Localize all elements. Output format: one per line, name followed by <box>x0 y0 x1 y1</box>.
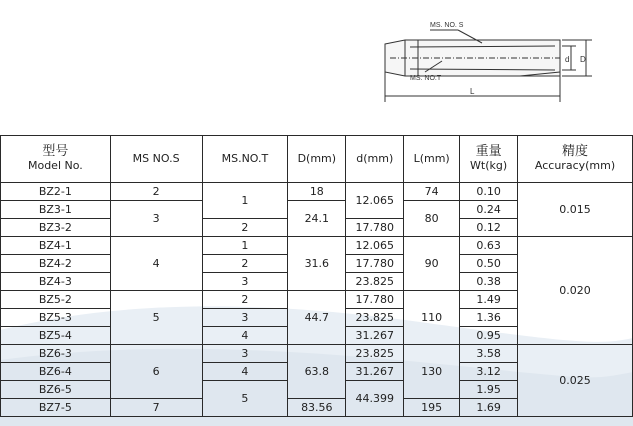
d-cell: 12.065 <box>346 237 404 255</box>
D-cell: 31.6 <box>288 237 346 291</box>
D-cell: 63.8 <box>288 345 346 399</box>
d-cell: 17.780 <box>346 219 404 237</box>
d-cell: 44.399 <box>346 381 404 417</box>
ms-t-cell: 2 <box>202 291 288 309</box>
L-cell: 90 <box>404 237 460 291</box>
table-row <box>1 345 633 363</box>
header-accuracy-cn: 精度 <box>562 144 589 159</box>
model-cell: BZ4-2 <box>1 255 111 273</box>
model-cell: BZ5-2 <box>1 291 111 309</box>
label-ms-no-s: MS. NO. S <box>430 22 464 29</box>
model-cell: BZ4-1 <box>1 237 111 255</box>
weight-cell: 0.50 <box>460 255 518 273</box>
accuracy-cell: 0.025 <box>518 345 633 417</box>
header-L: L(mm) <box>404 136 460 183</box>
header-d: d(mm) <box>346 136 404 183</box>
L-cell: 195 <box>404 399 460 417</box>
header-weight-en: Wt(kg) <box>470 159 508 172</box>
dim-L-label: L <box>470 87 475 96</box>
D-cell: 24.1 <box>288 201 346 237</box>
d-cell: 23.825 <box>346 273 404 291</box>
ms-t-cell: 4 <box>202 327 288 345</box>
weight-cell: 0.95 <box>460 327 518 345</box>
header-accuracy-en: Accuracy(mm) <box>534 159 616 172</box>
dim-D-label: D <box>580 55 586 64</box>
ms-t-cell: 4 <box>202 363 288 381</box>
table-row <box>1 237 633 255</box>
ms-t-cell: 1 <box>202 237 288 255</box>
model-cell: BZ6-5 <box>1 381 111 399</box>
ms-t-cell: 3 <box>202 309 288 327</box>
D-cell: 44.7 <box>288 291 346 345</box>
weight-cell: 0.63 <box>460 237 518 255</box>
header-model <box>1 136 111 183</box>
model-cell: BZ6-4 <box>1 363 111 381</box>
header-row <box>1 136 633 183</box>
header-weight-cn: 重量 <box>475 144 502 159</box>
d-cell: 23.825 <box>346 309 404 327</box>
L-cell: 80 <box>404 201 460 237</box>
model-cell: BZ3-1 <box>1 201 111 219</box>
D-cell: 18 <box>288 183 346 201</box>
d-cell: 31.267 <box>346 363 404 381</box>
model-cell: BZ3-2 <box>1 219 111 237</box>
spec-table <box>0 135 633 417</box>
D-cell: 83.56 <box>288 399 346 417</box>
model-cell: BZ5-4 <box>1 327 111 345</box>
table-row <box>1 183 633 201</box>
L-cell: 130 <box>404 345 460 399</box>
taper-sleeve-drawing <box>370 10 600 110</box>
accuracy-cell: 0.015 <box>518 183 633 237</box>
weight-cell: 3.12 <box>460 363 518 381</box>
weight-cell: 0.10 <box>460 183 518 201</box>
ms-t-cell: 1 <box>202 183 288 219</box>
model-cell: BZ6-3 <box>1 345 111 363</box>
header-model-cn: 型号 <box>42 144 69 159</box>
dim-d-label: d <box>565 55 570 64</box>
weight-cell: 1.36 <box>460 309 518 327</box>
weight-cell: 3.58 <box>460 345 518 363</box>
d-cell: 12.065 <box>346 183 404 219</box>
header-ms-t: MS.NO.T <box>202 136 288 183</box>
accuracy-cell: 0.020 <box>518 237 633 345</box>
ms-s-cell: 4 <box>110 237 202 291</box>
d-cell: 31.267 <box>346 327 404 345</box>
weight-cell: 1.95 <box>460 381 518 399</box>
label-ms-no-t: MS. NO.T <box>410 75 442 82</box>
ms-t-cell: 2 <box>202 219 288 237</box>
weight-cell: 0.24 <box>460 201 518 219</box>
L-cell: 110 <box>404 291 460 345</box>
ms-s-cell: 6 <box>110 345 202 399</box>
header-weight <box>460 136 518 183</box>
header-ms-s: MS NO.S <box>110 136 202 183</box>
ms-s-cell: 3 <box>110 201 202 237</box>
weight-cell: 0.12 <box>460 219 518 237</box>
header-D: D(mm) <box>288 136 346 183</box>
weight-cell: 1.49 <box>460 291 518 309</box>
L-cell: 74 <box>404 183 460 201</box>
ms-s-cell: 7 <box>110 399 202 417</box>
ms-t-cell: 2 <box>202 255 288 273</box>
ms-t-cell: 3 <box>202 345 288 363</box>
weight-cell: 1.69 <box>460 399 518 417</box>
ms-t-cell: 5 <box>202 381 288 417</box>
ms-s-cell: 5 <box>110 291 202 345</box>
header-model-en: Model No. <box>27 159 83 172</box>
d-cell: 17.780 <box>346 255 404 273</box>
model-cell: BZ4-3 <box>1 273 111 291</box>
model-cell: BZ7-5 <box>1 399 111 417</box>
d-cell: 17.780 <box>346 291 404 309</box>
weight-cell: 0.38 <box>460 273 518 291</box>
d-cell: 23.825 <box>346 345 404 363</box>
header-accuracy <box>518 136 633 183</box>
model-cell: BZ2-1 <box>1 183 111 201</box>
ms-t-cell: 3 <box>202 273 288 291</box>
ms-s-cell: 2 <box>110 183 202 201</box>
model-cell: BZ5-3 <box>1 309 111 327</box>
